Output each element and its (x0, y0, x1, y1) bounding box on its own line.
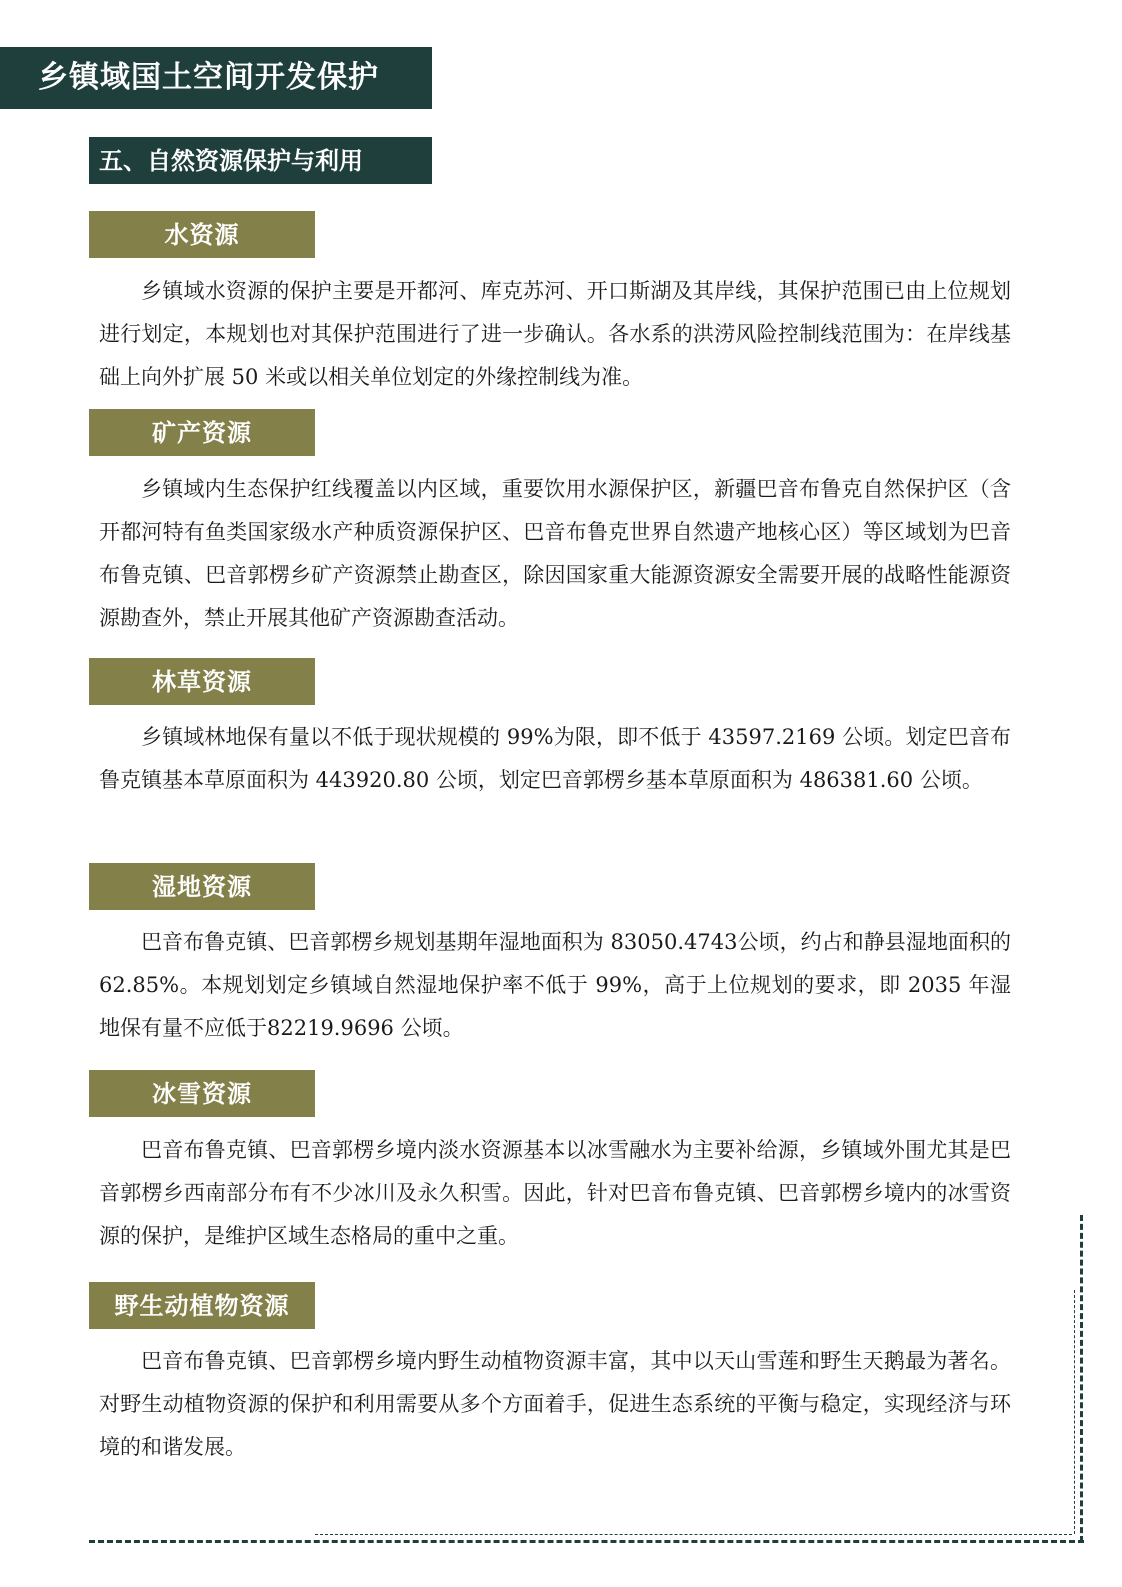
decorative-dashed-border-bottom (89, 1540, 1084, 1543)
section-label-water (89, 211, 315, 258)
section-paragraph-mineral: 乡镇域内生态保护红线覆盖以内区域，重要饮用水源保护区，新疆巴音布鲁克自然保护区（含开都河特有鱼类国家级水产种质资源保护区、巴音布鲁克世界自然遗产地核心区）等区域划为巴音布鲁克镇、巴音郭楞乡矿产资源禁止勘查区，除因国家重大能源资源安全需要开展的战略性能源资源勘查外，禁止开展其他矿产资源勘查活动。 (99, 477, 1011, 630)
section-label-text: 林草资源 (152, 667, 252, 696)
decorative-dashed-border-bottom-inner (315, 1534, 1072, 1535)
section-label-wetland (89, 863, 315, 910)
section-paragraph-forest-grass: 乡镇域林地保有量以不低于现状规模的 99%为限，即不低于 43597.2169 公顷。划定巴音布鲁克镇基本草原面积为 443920.80 公顷，划定巴音郭楞乡基本草原面积为 486381.60 公顷。 (99, 725, 1011, 792)
section-label-text: 冰雪资源 (152, 1079, 252, 1108)
section-paragraph-ice-snow: 巴音布鲁克镇、巴音郭楞乡境内淡水资源基本以冰雪融水为主要补给源，乡镇域外围尤其是巴音郭楞乡西南部分布有不少冰川及永久积雪。因此，针对巴音布鲁克镇、巴音郭楞乡境内的冰雪资源的保护，是维护区域生态格局的重中之重。 (99, 1138, 1011, 1248)
section-label-text: 水资源 (164, 220, 240, 249)
section-label-text: 湿地资源 (152, 872, 252, 901)
chapter-heading-banner (89, 137, 432, 184)
chapter-heading: 五、自然资源保护与利用 (99, 146, 363, 175)
page-title: 乡镇域国土空间开发保护 (38, 60, 379, 95)
decorative-dashed-border-right-inner (1074, 1290, 1075, 1534)
section-paragraph-water: 乡镇域水资源的保护主要是开都河、库克苏河、开口斯湖及其岸线，其保护范围已由上位规划进行划定，本规划也对其保护范围进行了进一步确认。各水系的洪涝风险控制线范围为：在岸线基础上向外扩展 50 米或以相关单位划定的外缘控制线为准。 (99, 279, 1011, 389)
section-label-text: 野生动植物资源 (114, 1291, 290, 1320)
section-label-mineral (89, 409, 315, 456)
section-label-wildlife (89, 1282, 315, 1329)
section-label-forest-grass (89, 658, 315, 705)
section-paragraph-wildlife: 巴音布鲁克镇、巴音郭楞乡境内野生动植物资源丰富，其中以天山雪莲和野生天鹅最为著名。对野生动植物资源的保护和利用需要从多个方面着手，促进生态系统的平衡与稳定，实现经济与环境的和谐发展。 (99, 1349, 1011, 1459)
section-label-ice-snow (89, 1070, 315, 1117)
section-label-text: 矿产资源 (152, 418, 252, 447)
section-paragraph-wetland: 巴音布鲁克镇、巴音郭楞乡规划基期年湿地面积为 83050.4743公顷，约占和静县湿地面积的 62.85%。本规划划定乡镇域自然湿地保护率不低于 99%，高于上位规划的要求，即 2035 年湿地保有量不应低于82219.9696 公顷。 (99, 930, 1011, 1040)
page-title-banner (0, 47, 432, 109)
decorative-dashed-border-right (1080, 1215, 1083, 1542)
